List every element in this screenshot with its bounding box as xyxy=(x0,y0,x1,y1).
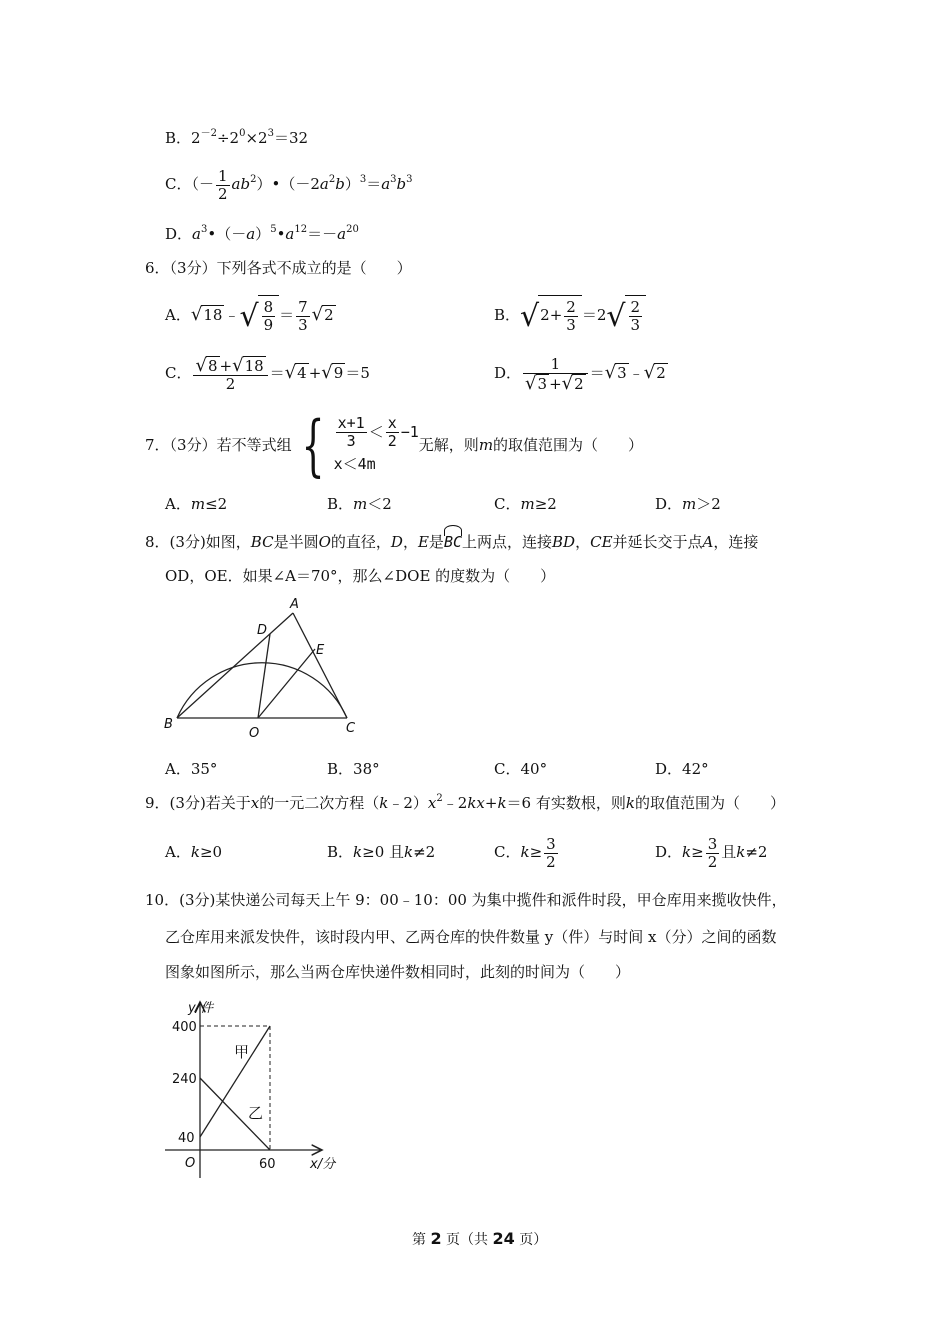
label-b: B xyxy=(164,717,173,732)
label-a: A xyxy=(290,597,299,612)
q7-option-c: C．m≥2 xyxy=(494,495,557,513)
q8-option-c: C．40° xyxy=(494,760,548,778)
q9-option-a: A．k≥0 xyxy=(165,843,223,861)
q7-option-b: B．m＜2 xyxy=(327,495,392,513)
q9-option-d: D．k≥ $\frac{3}{2}$ 且k≠2 xyxy=(655,834,768,871)
y-tick-40: 40 xyxy=(178,1131,195,1146)
q7-stem: 7．（3分）若不等式组 { $\frac{x+1}{3}$ ＜ $\frac{x}{2}$ −1 x＜4m 无解，则m的取值范围为（ ） xyxy=(145,407,644,484)
q8-stem-line2: OD，OE．如果∠A＝70°，那么∠DOE 的度数为（ ） xyxy=(165,567,556,585)
brace-symbol: { xyxy=(301,407,325,484)
y-tick-240: 240 xyxy=(172,1072,197,1087)
q6-option-d: D． $\frac{1}{√3 +√2}$ ＝√3 ﹣√2 xyxy=(494,354,666,394)
q9-option-c: C．k≥ $\frac{3}{2}$ xyxy=(494,834,556,871)
q5-option-d: D．$a^3•(-a)^5•a^{12}=-a^{20}$ xyxy=(165,224,359,243)
q9-option-b: B．k≥0 且k≠2 xyxy=(327,843,436,861)
label-yi: 乙 xyxy=(248,1104,264,1122)
x-axis-label: x/分 xyxy=(310,1157,336,1172)
q10-stem-line3: 图象如图所示，那么当两仓库快递件数相同时，此刻的时间为（ ） xyxy=(165,963,631,981)
q5-option-b: B．$2^{-2}\div 2^0\times 2^3=32$ xyxy=(165,128,309,147)
y-axis-label: y/件 xyxy=(188,1001,214,1016)
function-graph xyxy=(160,992,360,1182)
inequality-system: $\frac{x+1}{3}$ ＜ $\frac{x}{2}$ −1 x＜4m xyxy=(333,413,419,473)
label-d: D xyxy=(257,623,268,638)
y-tick-400: 400 xyxy=(172,1020,197,1035)
q8-option-a: A．35° xyxy=(165,760,218,778)
q8-option-d: D．42° xyxy=(655,760,709,778)
q8-option-b: B．38° xyxy=(327,760,380,778)
arc-bc: BC xyxy=(444,528,462,552)
q6-option-b: B．√2+ $\frac{2}{3}$ ＝2√ $\frac{2}{3}$ xyxy=(494,294,646,338)
q5-option-c: C．（－ $\frac{1}{2}$ $ab^2)•(-2a^2b)^3=a^3b^3$ xyxy=(165,166,413,203)
label-o: O xyxy=(249,726,260,741)
q6-stem: 6．（3分）下列各式不成立的是（ ） xyxy=(145,259,412,277)
q10-stem-line1: 10．(3分)某快递公司每天上午 9：00﹣10：00 为集中揽件和派件时段，甲仓库用来揽收快件， xyxy=(145,891,787,909)
label-c: C xyxy=(346,721,356,736)
label-e: E xyxy=(316,643,325,658)
q10-stem-line2: 乙仓库用来派发快件，该时段内甲、乙两仓库的快件数量 y（件）与时间 x（分）之间的函数 xyxy=(165,928,777,946)
q6-option-c: C． $\frac{√8 +√18}{2}$ ＝√4 +√9 ＝5 xyxy=(165,354,370,393)
q7-option-a: A．m≤2 xyxy=(165,495,228,513)
q8-stem-line1: 8．(3分)如图，BC是半圆O的直径，D，E是BC上两点，连接BD，CE并延长交于点A，连接 xyxy=(145,528,758,552)
line-ba xyxy=(177,613,293,718)
x-tick-60: 60 xyxy=(259,1157,276,1172)
semicircle-figure xyxy=(160,592,375,742)
label-jia: 甲 xyxy=(234,1043,250,1061)
q6-option-a: A．√18 ﹣√ $\frac{8}{9}$ ＝ $\frac{7}{3}$ √2 xyxy=(165,294,336,338)
q7-option-d: D．m＞2 xyxy=(655,495,721,513)
origin-label: O xyxy=(185,1156,196,1171)
page-footer: 第 2 页（共 24 页） xyxy=(412,1229,548,1248)
q9-stem: 9．(3分)若关于x的一元二次方程$(k﹣2)x^2﹣2kx+k=6$ 有实数根，则k的取值范围为（ ） xyxy=(145,793,785,812)
